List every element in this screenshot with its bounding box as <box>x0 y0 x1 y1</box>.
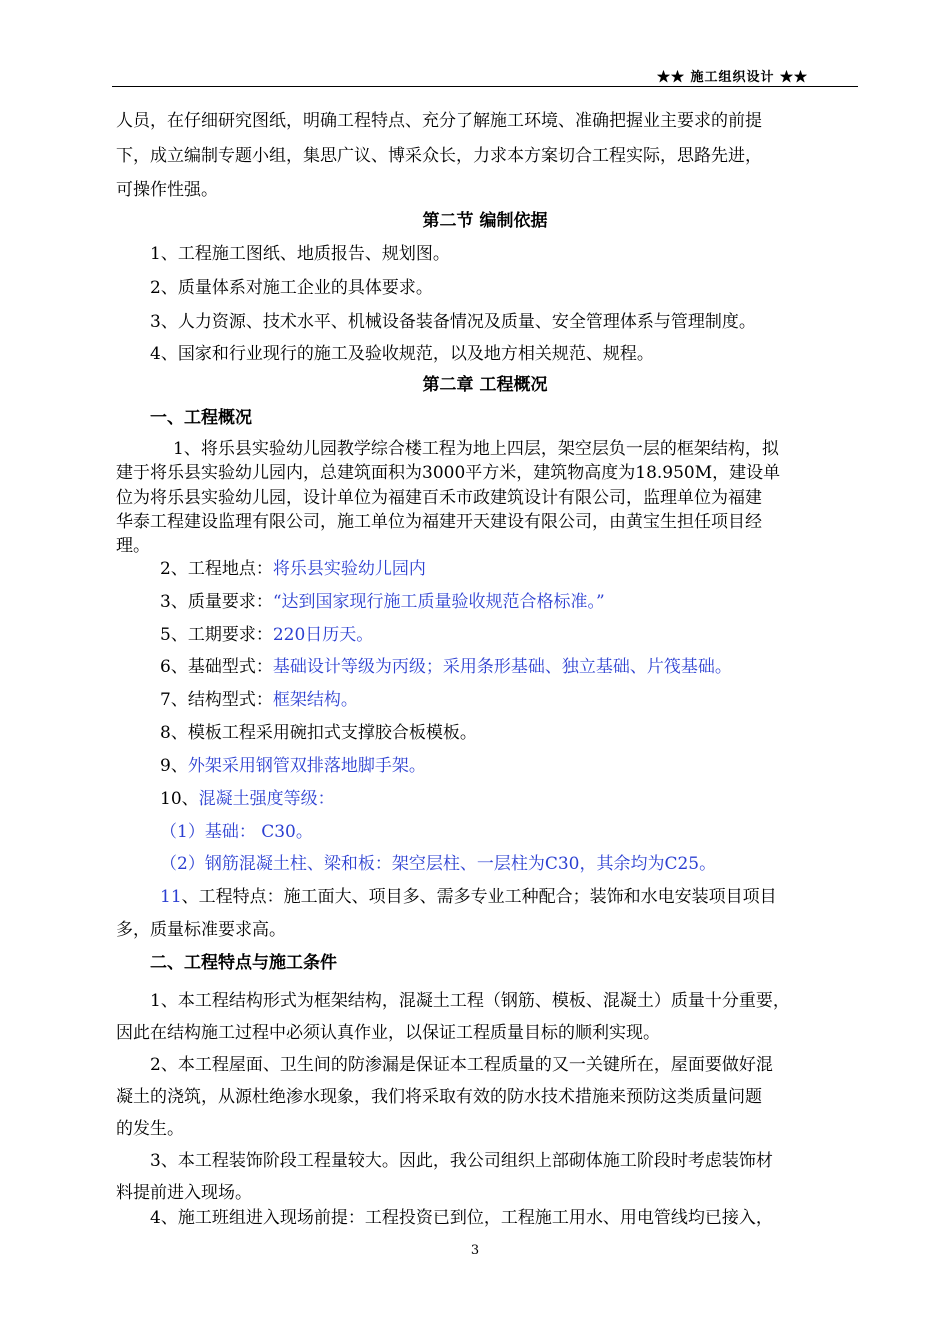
condition-line: 料提前进入现场。 <box>116 1183 252 1203</box>
condition-line: 的发生。 <box>116 1119 184 1139</box>
overview-line: 位为将乐县实验幼儿园，设计单位为福建百禾市政建筑设计有限公司，监理单位为福建 <box>116 488 762 508</box>
overview-item-11-cont: 多，质量标准要求高。 <box>116 920 286 940</box>
item-label: 9、 <box>160 756 188 776</box>
condition-line: 2、本工程屋面、卫生间的防渗漏是保证本工程质量的又一关键所在，屋面要做好混 <box>150 1055 773 1075</box>
overview-item <box>160 656 732 678</box>
item-value: 框架结构。 <box>272 690 358 710</box>
overview-item <box>160 788 335 810</box>
basis-item: 3、人力资源、技术水平、机械设备装备情况及质量、安全管理体系与管理制度。 <box>150 312 756 332</box>
intro-line: 人员，在仔细研究图纸，明确工程特点、充分了解施工环境、准确把握业主要求的前提 <box>116 111 762 131</box>
section-title: 第二节 编制依据 <box>422 211 548 231</box>
condition-line: 3、本工程装饰阶段工程量较大。因此，我公司组织上部砌体施工阶段时考虑装饰材 <box>150 1151 773 1171</box>
concrete-item: （1）基础： C30。 <box>160 822 313 842</box>
overview-item <box>160 624 373 646</box>
item-value: 外架采用钢管双排落地脚手架。 <box>187 756 426 776</box>
item-value: 220日历天。 <box>272 625 374 645</box>
subsection-title: 二、工程特点与施工条件 <box>150 953 337 973</box>
item-value: “达到国家现行施工质量验收规范合格标准。” <box>272 592 605 612</box>
item-label: 8、模板工程采用碗扣式支撑胶合板模板。 <box>160 723 477 743</box>
intro-line: 下，成立编制专题小组，集思广议、博采众长，力求本方案切合工程实际，思路先进， <box>116 146 762 166</box>
overview-line: 1、将乐县实验幼儿园教学综合楼工程为地上四层，架空层负一层的框架结构，拟 <box>173 439 779 459</box>
item-label: 3、质量要求： <box>160 592 273 612</box>
overview-item-11 <box>160 886 777 908</box>
basis-item: 2、质量体系对施工企业的具体要求。 <box>150 278 433 298</box>
header-rule <box>112 86 858 87</box>
page-header <box>112 66 858 88</box>
overview-item <box>160 722 477 744</box>
item-label: 6、基础型式： <box>160 657 273 677</box>
intro-line: 可操作性强。 <box>116 180 218 200</box>
overview-line: 理。 <box>116 536 150 556</box>
basis-item: 4、国家和行业现行的施工及验收规范，以及地方相关规范、规程。 <box>150 344 654 364</box>
chapter-title: 第二章 工程概况 <box>422 375 548 395</box>
overview-item <box>160 755 426 777</box>
item-label: 10、 <box>160 789 199 809</box>
item-value: 混凝土强度等级： <box>198 789 335 809</box>
item-number: 11 <box>160 887 182 907</box>
condition-line: 1、本工程结构形式为框架结构，混凝土工程（钢筋、模板、混凝土）质量十分重要， <box>150 991 790 1011</box>
header-title: ★★ 施工组织设计 ★★ <box>656 70 808 85</box>
basis-item: 1、工程施工图纸、地质报告、规划图。 <box>150 244 450 264</box>
concrete-item: （2）钢筋混凝土柱、梁和板：架空层柱、一层柱为C30，其余均为C25。 <box>160 854 717 874</box>
item-label: 2、工程地点： <box>160 559 273 579</box>
overview-item <box>160 689 358 711</box>
condition-line: 4、施工班组进入现场前提：工程投资已到位，工程施工用水、用电管线均已接入， <box>150 1208 773 1228</box>
page-number: 3 <box>470 1243 480 1258</box>
item-value: 将乐县实验幼儿园内 <box>272 559 426 579</box>
overview-item <box>160 591 605 613</box>
condition-line: 因此在结构施工过程中必须认真作业，以保证工程质量目标的顺利实现。 <box>116 1023 660 1043</box>
overview-item <box>160 558 426 580</box>
overview-line: 华泰工程建设监理有限公司，施工单位为福建开天建设有限公司，由黄宝生担任项目经 <box>116 512 762 532</box>
item-label: 5、工期要求： <box>160 625 273 645</box>
item-text: 、工程特点：施工面大、项目多、需多专业工种配合；装饰和水电安装项目项目 <box>181 887 777 907</box>
condition-line: 凝土的浇筑，从源杜绝渗水现象，我们将采取有效的防水技术措施来预防这类质量问题 <box>116 1087 762 1107</box>
item-label: 7、结构型式： <box>160 690 273 710</box>
subsection-title: 一、工程概况 <box>150 408 252 428</box>
item-value: 基础设计等级为丙级；采用条形基础、独立基础、片筏基础。 <box>272 657 732 677</box>
overview-line: 建于将乐县实验幼儿园内，总建筑面积为3000平方米，建筑物高度为18.950M，建设单 <box>116 463 781 483</box>
